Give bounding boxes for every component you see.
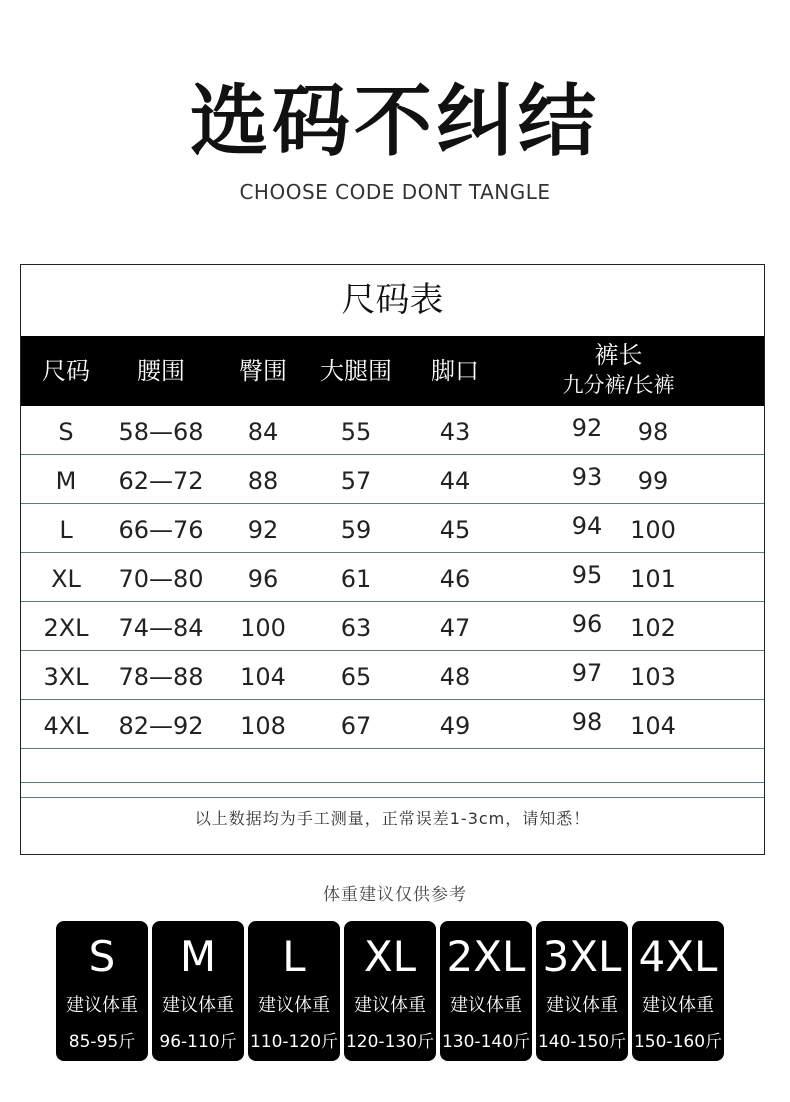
table-row xyxy=(21,651,764,700)
col-thigh: 大腿围 xyxy=(320,357,392,385)
card-label: 建议体重 xyxy=(546,995,618,1016)
cell-size: 4XL xyxy=(43,712,89,740)
size-table-header xyxy=(21,336,764,406)
cell-length-9: 95 xyxy=(571,561,603,589)
page-title: 选码不纠结 xyxy=(189,77,600,167)
table-row xyxy=(21,602,764,651)
col-length-label: 裤长 xyxy=(594,341,643,369)
table-row xyxy=(21,700,764,749)
size-table-title: 尺码表 xyxy=(341,280,444,320)
col-length-sub: 九分裤/长裤 xyxy=(562,373,675,397)
cell-waist: 74—84 xyxy=(118,614,204,642)
table-row xyxy=(21,553,764,602)
card-label: 建议体重 xyxy=(66,995,138,1016)
cell-size: XL xyxy=(51,565,81,593)
cell-waist: 82—92 xyxy=(118,712,204,740)
cell-length-9: 96 xyxy=(571,610,603,638)
cell-length-full: 99 xyxy=(637,467,669,495)
cell-hem: 48 xyxy=(439,663,471,691)
cell-length-full: 100 xyxy=(630,516,676,544)
cell-size: L xyxy=(59,516,73,544)
card-range: 140-150斤 xyxy=(537,1032,627,1052)
weight-card-3xl xyxy=(536,921,628,1061)
cell-length-9: 93 xyxy=(571,463,603,491)
col-waist: 腰围 xyxy=(137,357,185,385)
cell-size: S xyxy=(58,418,74,446)
cell-hem: 46 xyxy=(439,565,471,593)
measurement-note: 以上数据均为手工测量，正常误差1-3cm，请知悉！ xyxy=(21,782,764,855)
weight-card-l xyxy=(248,921,340,1061)
table-row xyxy=(21,406,764,455)
card-range: 150-160斤 xyxy=(633,1032,723,1052)
weight-card-4xl xyxy=(632,921,724,1061)
cell-thigh: 63 xyxy=(340,614,372,642)
weight-card-s xyxy=(56,921,148,1061)
card-size: 4XL xyxy=(638,932,718,981)
cell-hip: 108 xyxy=(240,712,286,740)
col-hem: 脚口 xyxy=(431,357,479,385)
card-label: 建议体重 xyxy=(258,995,330,1016)
cell-waist: 66—76 xyxy=(118,516,204,544)
table-row xyxy=(21,504,764,553)
cell-length-full: 101 xyxy=(630,565,676,593)
col-size: 尺码 xyxy=(42,357,90,385)
card-range: 85-95斤 xyxy=(68,1032,136,1052)
table-row xyxy=(21,455,764,504)
cell-thigh: 57 xyxy=(340,467,372,495)
cell-thigh: 59 xyxy=(340,516,372,544)
cell-length-full: 98 xyxy=(637,418,669,446)
card-size: L xyxy=(282,932,306,981)
card-label: 建议体重 xyxy=(162,995,234,1016)
cell-size: M xyxy=(55,467,77,495)
card-label: 建议体重 xyxy=(450,995,522,1016)
card-range: 110-120斤 xyxy=(249,1032,339,1052)
cell-hem: 47 xyxy=(439,614,471,642)
cell-hip: 88 xyxy=(247,467,279,495)
cell-hem: 49 xyxy=(439,712,471,740)
card-range: 96-110斤 xyxy=(159,1032,237,1052)
col-length xyxy=(541,336,696,406)
cell-size: 2XL xyxy=(43,614,89,642)
weight-card-xl xyxy=(344,921,436,1061)
card-size: 3XL xyxy=(542,932,622,981)
cell-length-9: 92 xyxy=(571,414,603,442)
card-range: 120-130斤 xyxy=(345,1032,435,1052)
size-table-body xyxy=(21,406,764,798)
cell-thigh: 61 xyxy=(340,565,372,593)
cell-length-full: 103 xyxy=(630,663,676,691)
cell-thigh: 55 xyxy=(340,418,372,446)
cell-length-9: 98 xyxy=(571,708,603,736)
col-hip: 臀围 xyxy=(239,357,287,385)
cell-hip: 104 xyxy=(240,663,286,691)
card-size: 2XL xyxy=(446,932,526,981)
cell-hip: 92 xyxy=(247,516,279,544)
weight-card-2xl xyxy=(440,921,532,1061)
card-size: XL xyxy=(363,932,417,981)
cell-length-9: 97 xyxy=(571,659,603,687)
cell-length-9: 94 xyxy=(571,512,603,540)
cell-waist: 70—80 xyxy=(118,565,204,593)
cell-hem: 43 xyxy=(439,418,471,446)
size-table xyxy=(20,264,765,855)
weight-section-title: 体重建议仅供参考 xyxy=(323,885,467,905)
cell-hip: 100 xyxy=(240,614,286,642)
cell-hem: 45 xyxy=(439,516,471,544)
page-subtitle: CHOOSE CODE DONT TANGLE xyxy=(239,180,551,204)
cell-thigh: 65 xyxy=(340,663,372,691)
card-label: 建议体重 xyxy=(642,995,714,1016)
weight-card-m xyxy=(152,921,244,1061)
card-size: M xyxy=(179,932,217,981)
card-range: 130-140斤 xyxy=(441,1032,531,1052)
card-size: S xyxy=(88,932,116,981)
cell-length-full: 102 xyxy=(630,614,676,642)
cell-thigh: 67 xyxy=(340,712,372,740)
cell-waist: 62—72 xyxy=(118,467,204,495)
cell-length-full: 104 xyxy=(630,712,676,740)
cell-waist: 58—68 xyxy=(118,418,204,446)
cell-size: 3XL xyxy=(43,663,89,691)
cell-hip: 96 xyxy=(247,565,279,593)
cell-hip: 84 xyxy=(247,418,279,446)
cell-waist: 78—88 xyxy=(118,663,204,691)
cell-hem: 44 xyxy=(439,467,471,495)
card-label: 建议体重 xyxy=(354,995,426,1016)
